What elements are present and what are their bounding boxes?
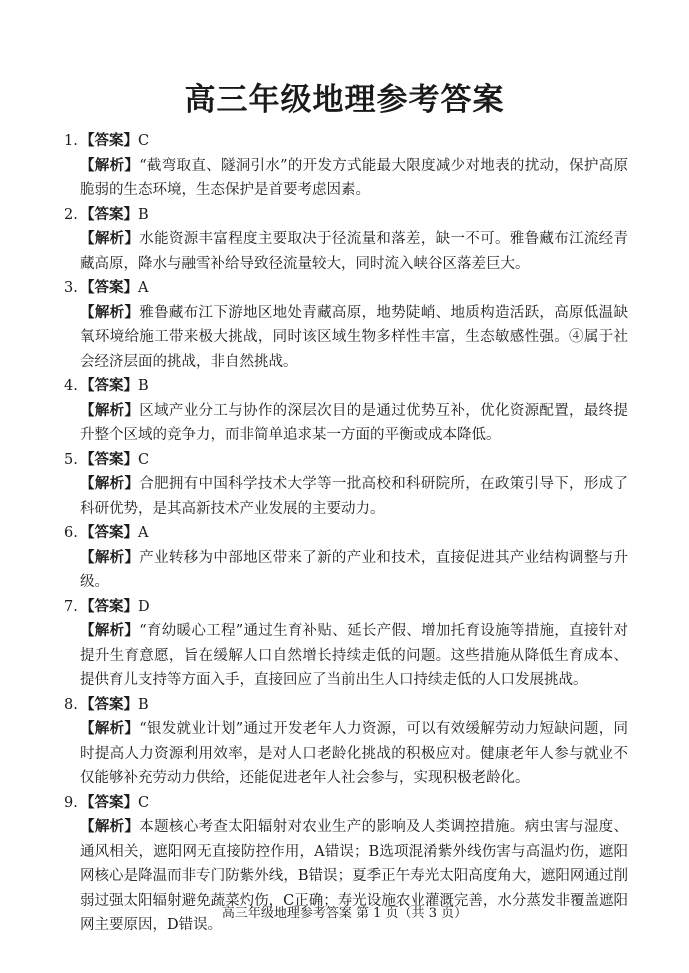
analysis-text: “银发就业计划”通过开发老年人力资源，可以有效缓解劳动力短缺问题，同时提高人力资源利用效率，是对人口老龄化挑战的积极应对。健康老年人参与就业不仅能够补充劳动力供给，还能促进老年人社会参与，实现积极老龄化。 bbox=[80, 721, 629, 786]
question-number: 3. bbox=[64, 280, 78, 296]
analysis-label: 【解析】 bbox=[80, 818, 140, 835]
question-number: 8. bbox=[64, 696, 78, 713]
answer-line bbox=[64, 791, 628, 816]
question-number: 4. bbox=[64, 378, 78, 394]
answer-label: 【答案】 bbox=[80, 377, 138, 394]
answer-list bbox=[64, 129, 628, 938]
analysis-text: 水能资源丰富程度主要取决于径流量和落差，缺一不可。雅鲁藏布江流经青藏高原，降水与融雪补给导致径流量较大，同时流入峡谷区落差巨大。 bbox=[80, 231, 629, 272]
analysis-text: 本题核心考查太阳辐射对农业生产的影响及人类调控措施。病虫害与湿度、通风相关，遮阳网无直接防控作用，A错误；B选项混淆紫外线伤害与高温灼伤，遮阳网核心是降温而非专门防紫外线，B错误；夏季正午寿光太阳高度角大，遮阳网通过削弱过强太阳辐射避免蔬菜灼伤，C正确；寿光设施农业灌溉完善，水分蒸发非覆盖遮阳网主要原因，D错误。 bbox=[80, 819, 629, 933]
analysis-paragraph bbox=[80, 301, 628, 375]
analysis-text: “育幼暖心工程”通过生育补贴、延长产假、增加托育设施等措施，直接针对提升生育意愿，旨在缓解人口自然增长持续走低的问题。这些措施从降低生育成本、提供育儿支持等方面入手，直接回应了当前出生人口持续走低的人口发展挑战。 bbox=[80, 623, 629, 688]
analysis-label: 【解析】 bbox=[80, 401, 140, 419]
question-number: 1. bbox=[64, 133, 78, 149]
page-title: 高三年级地理参考答案 bbox=[184, 82, 505, 118]
answer-line bbox=[64, 129, 628, 154]
answer-value: A bbox=[138, 525, 149, 541]
question-item-1 bbox=[64, 129, 628, 203]
answer-line bbox=[64, 203, 628, 228]
analysis-label: 【解析】 bbox=[80, 548, 140, 566]
analysis-label: 【解析】 bbox=[80, 156, 140, 174]
question-item-8 bbox=[64, 693, 628, 791]
analysis-paragraph bbox=[80, 546, 628, 595]
analysis-text: 雅鲁藏布江下游地区地处青藏高原，地势陡峭、地质构造活跃，高原低温缺氧环境给施工带来极大挑战，同时该区域生物多样性丰富，生态敏感性强。④属于社会经济层面的挑战，非自然挑战。 bbox=[80, 304, 629, 370]
answer-label: 【答案】 bbox=[80, 597, 138, 615]
answer-line bbox=[64, 276, 628, 301]
answer-value: C bbox=[138, 133, 150, 149]
analysis-text: 合肥拥有中国科学技术大学等一批高校和科研院所，在政策引导下，形成了科研优势，是其高新技术产业发展的主要动力。 bbox=[80, 476, 629, 517]
analysis-paragraph bbox=[80, 717, 628, 791]
question-number: 7. bbox=[64, 598, 78, 615]
answer-label: 【答案】 bbox=[80, 205, 138, 223]
answer-value: B bbox=[138, 206, 149, 223]
answer-label: 【答案】 bbox=[80, 450, 138, 468]
answer-line bbox=[64, 448, 628, 473]
answer-value: A bbox=[138, 280, 149, 296]
analysis-text: “截弯取直、隧洞引水”的开发方式能最大限度减少对地表的扰动，保护高原脆弱的生态环境，生态保护是首要考虑因素。 bbox=[80, 157, 629, 198]
answer-label: 【答案】 bbox=[80, 279, 138, 296]
question-number: 6. bbox=[64, 525, 78, 541]
question-item-3 bbox=[64, 276, 628, 374]
analysis-paragraph bbox=[80, 399, 628, 448]
analysis-text: 区域产业分工与协作的深层次目的是通过优势互补，优化资源配置，最终提升整个区域的竞争力，而非简单追求某一方面的平衡或成本降低。 bbox=[80, 402, 629, 443]
answer-value: D bbox=[138, 598, 150, 615]
answer-value: B bbox=[138, 696, 149, 713]
analysis-paragraph bbox=[80, 227, 628, 276]
analysis-label: 【解析】 bbox=[80, 303, 140, 321]
answer-label: 【答案】 bbox=[80, 524, 138, 541]
question-number: 9. bbox=[64, 794, 78, 811]
page-footer: 高三年级地理参考答案 第 1 页（共 3 页） bbox=[221, 906, 468, 921]
answer-line bbox=[64, 521, 628, 546]
answer-line bbox=[64, 595, 628, 620]
analysis-paragraph bbox=[80, 619, 628, 693]
question-item-2 bbox=[64, 203, 628, 277]
analysis-text: 产业转移为中部地区带来了新的产业和技术，直接促进其产业结构调整与升级。 bbox=[80, 549, 629, 590]
answer-value: B bbox=[138, 378, 149, 394]
answer-line bbox=[64, 693, 628, 718]
question-number: 5. bbox=[64, 451, 78, 468]
answer-line bbox=[64, 374, 628, 399]
answer-label: 【答案】 bbox=[80, 132, 138, 149]
question-item-7 bbox=[64, 595, 628, 693]
analysis-label: 【解析】 bbox=[80, 720, 140, 737]
answer-label: 【答案】 bbox=[80, 793, 138, 811]
question-item-4 bbox=[64, 374, 628, 448]
analysis-label: 【解析】 bbox=[80, 230, 140, 247]
question-item-6 bbox=[64, 521, 628, 595]
answer-value: C bbox=[138, 794, 150, 811]
answer-value: C bbox=[138, 451, 150, 468]
answer-label: 【答案】 bbox=[80, 695, 138, 713]
question-number: 2. bbox=[64, 206, 78, 223]
analysis-paragraph bbox=[80, 472, 628, 521]
analysis-paragraph bbox=[80, 154, 628, 203]
question-item-5 bbox=[64, 448, 628, 522]
analysis-label: 【解析】 bbox=[80, 622, 140, 639]
analysis-label: 【解析】 bbox=[80, 475, 140, 492]
